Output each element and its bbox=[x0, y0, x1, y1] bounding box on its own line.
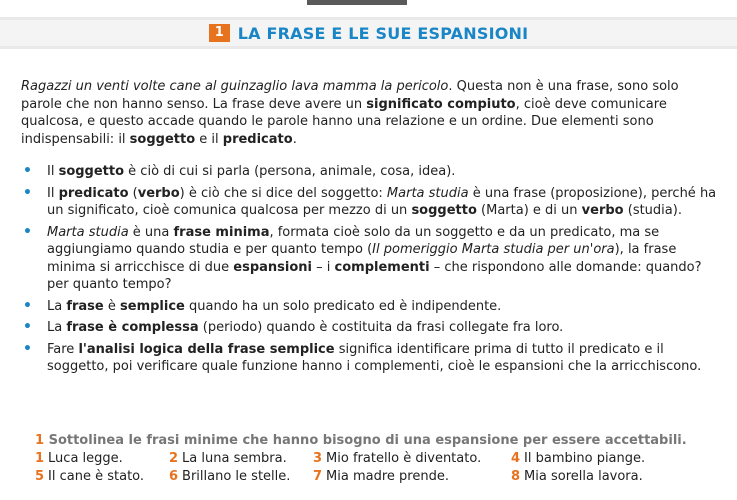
item-sentence: Mia madre prende. bbox=[326, 469, 449, 484]
section-number-badge: 1 bbox=[209, 24, 230, 42]
list-item bbox=[21, 319, 721, 337]
text: Il bbox=[47, 164, 59, 179]
exercise-item bbox=[511, 469, 691, 484]
item-number: 5 bbox=[35, 469, 45, 484]
bullet-dot-icon: • bbox=[23, 184, 32, 201]
keyword: predicato bbox=[58, 185, 129, 201]
exercise-instruction bbox=[35, 433, 725, 448]
keyword: frase bbox=[66, 298, 104, 314]
list-item bbox=[21, 185, 721, 220]
exercise-instruction-text: Sottolinea le frasi minime che hanno bisogno di una espansione per essere accettabili. bbox=[48, 433, 687, 448]
text: è bbox=[103, 298, 121, 314]
item-number: 7 bbox=[313, 469, 323, 484]
intro-keyword: significato compiuto bbox=[366, 96, 516, 112]
item-sentence: Mio fratello è diventato. bbox=[326, 451, 482, 466]
list-item bbox=[21, 341, 721, 376]
keyword: soggetto bbox=[58, 164, 125, 179]
intro-text: . bbox=[292, 131, 297, 147]
text: è ciò di cui si parla (persona, animale, cosa, idea). bbox=[124, 164, 456, 179]
rules-list bbox=[21, 163, 721, 380]
text: La bbox=[47, 320, 67, 335]
keyword: frase è complessa bbox=[66, 320, 199, 335]
item-sentence: La luna sembra. bbox=[182, 451, 287, 466]
text: (periodo) quando è costituita da frasi collegate fra loro. bbox=[198, 320, 564, 335]
text: – che rispondono alle domande: quando? per quanto tempo? bbox=[47, 259, 702, 292]
exercise-number: 1 bbox=[35, 433, 45, 448]
text: ) è ciò che si dice del soggetto: bbox=[179, 185, 387, 201]
text: La bbox=[47, 298, 67, 314]
keyword: soggetto bbox=[411, 203, 477, 218]
item-sentence: Il bambino piange. bbox=[524, 451, 646, 466]
example: Marta studia bbox=[47, 224, 129, 240]
keyword: espansioni bbox=[233, 259, 312, 275]
item-sentence: Il cane è stato. bbox=[48, 469, 145, 484]
item-sentence: Mia sorella lavora. bbox=[524, 469, 643, 484]
keyword: l'analisi logica della frase semplice bbox=[78, 341, 335, 357]
keyword: verbo bbox=[581, 203, 624, 218]
keyword: complementi bbox=[334, 259, 430, 275]
keyword: verbo bbox=[137, 185, 180, 201]
exercise-item bbox=[313, 469, 511, 484]
list-item bbox=[21, 224, 721, 294]
exercise-item bbox=[35, 451, 169, 466]
list-item bbox=[21, 298, 721, 316]
section-title: LA FRASE E LE SUE ESPANSIONI bbox=[237, 23, 529, 43]
keyword: semplice bbox=[120, 298, 185, 314]
item-number: 4 bbox=[511, 451, 521, 466]
item-sentence: Brillano le stelle. bbox=[182, 469, 291, 484]
text: ), la frase minima si arricchisce di due bbox=[47, 242, 677, 275]
item-number: 8 bbox=[511, 469, 521, 484]
bullet-dot-icon: • bbox=[23, 340, 32, 357]
exercise-item bbox=[169, 451, 313, 466]
text: Il bbox=[47, 185, 59, 201]
text: è una bbox=[128, 224, 174, 240]
keyword: frase minima bbox=[173, 224, 270, 240]
text: significa identificare prima di tutto il predicato e il soggetto, poi verificare quale funzione hanno i complementi, cioè le espansioni che la arricchiscono. bbox=[47, 341, 702, 374]
exercise-block bbox=[35, 433, 725, 484]
intro-text: e il bbox=[195, 131, 223, 147]
section-title-bar bbox=[0, 17, 737, 49]
item-number: 3 bbox=[313, 451, 323, 466]
intro-paragraph bbox=[21, 78, 721, 148]
text: , formata cioè solo da un soggetto e da un predicato, ma se aggiungiamo quando studia e per quanto tempo ( bbox=[47, 224, 660, 257]
exercise-item bbox=[511, 451, 691, 466]
exercise-item bbox=[313, 451, 511, 466]
text: (Marta) e di un bbox=[476, 203, 582, 218]
intro-text: . Questa non è una frase, sono solo parole che non hanno senso. La frase deve avere un bbox=[21, 79, 679, 112]
example: Il pomeriggio Marta studia per un'ora bbox=[372, 242, 615, 257]
text: Fare bbox=[47, 341, 79, 357]
text: ( bbox=[128, 185, 138, 201]
text: quando ha un solo predicato ed è indipendente. bbox=[184, 298, 502, 314]
text: è una frase (proposizione), perché ha un significato, cioè comunica qualcosa per mezzo di un bbox=[47, 185, 717, 218]
exercise-item bbox=[169, 469, 313, 484]
text: (studia). bbox=[623, 203, 682, 218]
intro-keyword: soggetto bbox=[129, 131, 196, 147]
item-sentence: Luca legge. bbox=[48, 451, 123, 466]
item-number: 2 bbox=[169, 451, 179, 466]
intro-keyword: predicato bbox=[222, 131, 293, 147]
top-tab-decoration bbox=[307, 0, 407, 5]
exercise-item bbox=[35, 469, 169, 484]
item-number: 1 bbox=[35, 451, 45, 466]
text: – i bbox=[312, 259, 335, 275]
bullet-dot-icon: • bbox=[23, 297, 32, 314]
bullet-dot-icon: • bbox=[23, 319, 32, 335]
item-number: 6 bbox=[169, 469, 179, 484]
intro-text: , cioè deve comunicare qualcosa, e questo accade quando le parole hanno una relazione e un ordine. Due elementi sono indispensabili: il bbox=[21, 96, 667, 147]
bullet-dot-icon: • bbox=[23, 223, 32, 240]
example: Marta studia bbox=[386, 185, 469, 201]
bullet-dot-icon: • bbox=[23, 163, 32, 179]
exercise-items bbox=[35, 451, 725, 484]
list-item bbox=[21, 163, 721, 181]
example-nonsense-sentence: Ragazzi un venti volte cane al guinzaglio lava mamma la pericolo bbox=[21, 79, 449, 94]
